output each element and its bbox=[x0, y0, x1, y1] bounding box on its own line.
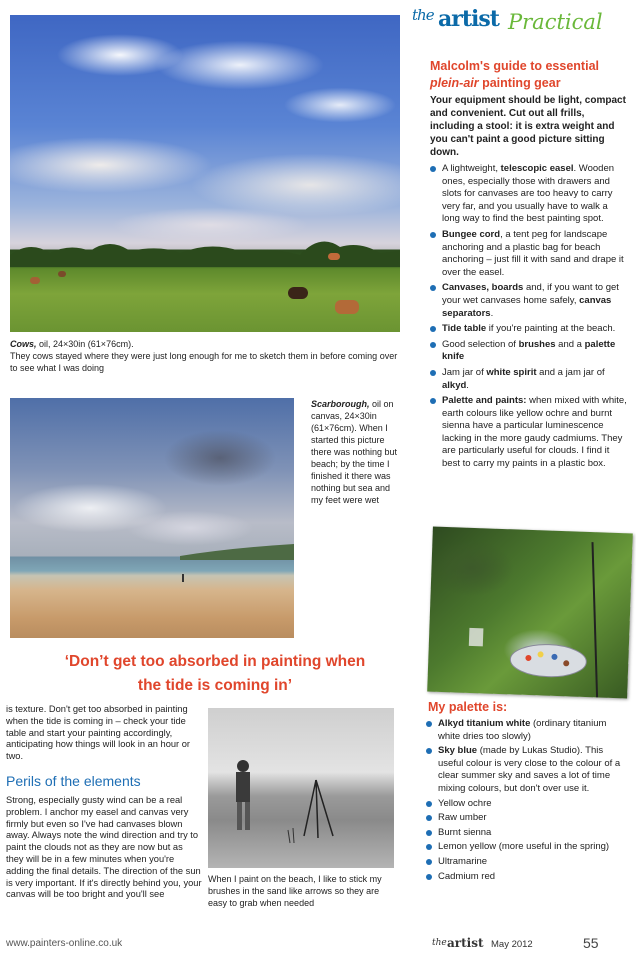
footer-url[interactable]: www.painters-online.co.uk bbox=[6, 938, 123, 949]
article-subhead: Perils of the elements bbox=[6, 773, 141, 789]
item-term: white spirit bbox=[486, 366, 537, 378]
cows-caption-text: They cows stayed where they were just long enough for me to sketch them in before coming over to see what I was doing bbox=[10, 351, 398, 373]
cow-figure bbox=[30, 277, 40, 284]
bullet-icon bbox=[430, 398, 436, 404]
masthead-artist: artist bbox=[438, 6, 499, 32]
item-text: A lightweight, bbox=[442, 163, 501, 174]
item-text: Raw umber bbox=[438, 812, 487, 824]
bullet-icon bbox=[430, 342, 436, 348]
item-text: Ultramarine bbox=[438, 855, 488, 867]
masthead-the: the bbox=[412, 6, 434, 24]
item-text: and, if you want to get your wet canvases home safely, bbox=[442, 282, 619, 306]
item-text: and a bbox=[555, 338, 585, 350]
guide-title bbox=[430, 58, 630, 92]
list-item bbox=[430, 339, 628, 364]
bullet-icon bbox=[426, 859, 432, 865]
list-item bbox=[430, 323, 628, 336]
item-term: canvas separators bbox=[442, 294, 612, 319]
scarborough-caption-title: Scarborough, bbox=[311, 399, 370, 409]
item-text: Burnt sienna bbox=[438, 826, 492, 838]
item-term: Palette and paints: bbox=[442, 395, 527, 407]
item-term: Bungee cord bbox=[442, 228, 501, 240]
list-item bbox=[426, 718, 626, 743]
bullet-icon bbox=[426, 844, 432, 850]
item-text: , a tent peg for landscape anchoring and a plastic bag for beach anchoring – just fill it with sand and drape it over the easel. bbox=[442, 228, 624, 278]
list-item bbox=[426, 856, 626, 869]
item-text: Jam jar of bbox=[442, 366, 487, 378]
item-term: alkyd bbox=[442, 379, 467, 391]
item-text: when mixed with white, earth colours like yellow ochre and burnt sienna have a particular luminescence lacking in the more gaudy cadmiums. They are particularly useful for clouds. I find it best to carry my paints in a plastic box. bbox=[442, 395, 627, 470]
tree-line-drawing bbox=[10, 15, 400, 332]
guide-title-line2 bbox=[430, 75, 630, 92]
bullet-icon bbox=[426, 721, 432, 727]
scarborough-painting bbox=[10, 398, 294, 638]
item-text: Yellow ochre bbox=[438, 797, 492, 809]
palette-equipment-photo bbox=[427, 527, 633, 699]
article-body-intro: is texture. Don't get too absorbed in painting when the tide is coming in – check your tide table and start your painting accordingly, anticipating how things will look in an hour or two. bbox=[6, 704, 190, 762]
item-text: . Wooden ones, especially those with drawers and slots for canvases are too heavy to carry very far, and you usually have to walk a long way to find the best painting spot. bbox=[442, 163, 615, 225]
list-item bbox=[430, 229, 628, 279]
cows-caption-medium: oil, 24×30in (61×76cm). bbox=[36, 339, 134, 349]
item-term: brushes bbox=[518, 338, 556, 350]
bullet-icon bbox=[430, 370, 436, 376]
list-item bbox=[426, 798, 626, 811]
item-term: Sky blue bbox=[438, 745, 478, 757]
item-text: if you're painting at the beach. bbox=[486, 323, 616, 335]
guide-title-rest: painting gear bbox=[478, 76, 561, 90]
list-item bbox=[430, 163, 628, 226]
item-term: Tide table bbox=[442, 323, 487, 335]
palette-list bbox=[426, 718, 626, 885]
headland-drawing bbox=[10, 398, 294, 638]
item-term: Alkyd titanium white bbox=[438, 718, 531, 729]
cow-figure bbox=[328, 253, 340, 260]
cow-figure bbox=[288, 287, 308, 299]
list-item bbox=[426, 745, 626, 795]
list-item bbox=[426, 812, 626, 825]
pull-quote-line1: ‘Don’t get too absorbed in painting when bbox=[64, 653, 366, 670]
item-text: and a jam jar of bbox=[536, 366, 605, 378]
list-item bbox=[426, 827, 626, 840]
scarborough-caption bbox=[311, 398, 401, 506]
bullet-icon bbox=[426, 748, 432, 754]
item-text: (ordinary titanium white dries too slowly) bbox=[438, 718, 607, 742]
item-term: Canvases, boards bbox=[442, 282, 524, 294]
scarborough-caption-text: oil on canvas, 24×30in (61×76cm). When I started this picture there was nothing but beach; by the time I finished it there was nothing but sea and my feet were wet bbox=[311, 399, 398, 505]
painter-easel-drawing bbox=[208, 708, 394, 868]
item-text: . bbox=[490, 307, 494, 319]
item-text: Good selection of bbox=[442, 338, 519, 350]
item-term: palette knife bbox=[442, 338, 616, 363]
list-item bbox=[430, 282, 628, 320]
beach-photo-caption: When I paint on the beach, I like to stick my brushes in the sand like arrows so they are easy to grab when needed bbox=[208, 874, 382, 908]
item-text: Lemon yellow (more useful in the spring) bbox=[438, 841, 610, 853]
guide-title-line1: Malcolm's guide to essential bbox=[430, 59, 599, 73]
footer-date: May 2012 bbox=[491, 939, 533, 950]
list-item bbox=[426, 871, 626, 884]
guide-title-italic: plein-air bbox=[430, 76, 479, 90]
list-item bbox=[430, 395, 628, 471]
bullet-icon bbox=[426, 815, 432, 821]
section-label: Practical bbox=[508, 10, 603, 34]
footer-logo-artist: artist bbox=[447, 936, 484, 950]
bullet-icon bbox=[426, 874, 432, 880]
guide-intro: Your equipment should be light, compact and convenient. Cut out all frills, including a stool: it is extra weight and you can't paint a good picture sitting down. bbox=[430, 95, 626, 158]
bullet-icon bbox=[426, 801, 432, 807]
list-item bbox=[426, 841, 626, 854]
cow-figure bbox=[335, 300, 359, 314]
beach-painter-photo bbox=[208, 708, 394, 868]
bullet-icon bbox=[426, 830, 432, 836]
bullet-icon bbox=[430, 232, 436, 238]
page-number: 55 bbox=[583, 935, 599, 951]
list-item bbox=[430, 367, 628, 392]
item-text: (made by Lukas Studio). This useful colour is very close to the colour of a clear summer sky and saves a lot of time mixing colours, but don't over use it. bbox=[438, 745, 621, 794]
palette-title: My palette is: bbox=[428, 700, 508, 714]
bullet-icon bbox=[430, 166, 436, 172]
item-text: Cadmium red bbox=[438, 870, 496, 882]
guide-list bbox=[430, 163, 628, 474]
pull-quote bbox=[30, 650, 400, 698]
cows-caption bbox=[10, 338, 405, 374]
bullet-icon bbox=[430, 326, 436, 332]
bullet-icon bbox=[430, 285, 436, 291]
palette-drawing bbox=[427, 527, 633, 699]
cow-figure bbox=[58, 271, 66, 277]
pull-quote-line2: the tide is coming in’ bbox=[137, 677, 293, 694]
item-text: . bbox=[466, 379, 469, 391]
cows-caption-title: Cows, bbox=[10, 339, 37, 349]
cows-painting bbox=[10, 15, 400, 332]
footer-logo-the: the bbox=[432, 938, 447, 948]
item-term: telescopic easel bbox=[500, 163, 574, 174]
article-body-elements: Strong, especially gusty wind can be a real problem. I anchor my easel and canvas very firmly but even so I've had canvases blown away. Always note the wind direction and try to paint the clouds not as they are now but as they will be in a few minutes when you're adding the final details. The direction of the sun is very important. If it's directly behind you, your canvas will be too bright and you'll see bbox=[6, 795, 202, 900]
